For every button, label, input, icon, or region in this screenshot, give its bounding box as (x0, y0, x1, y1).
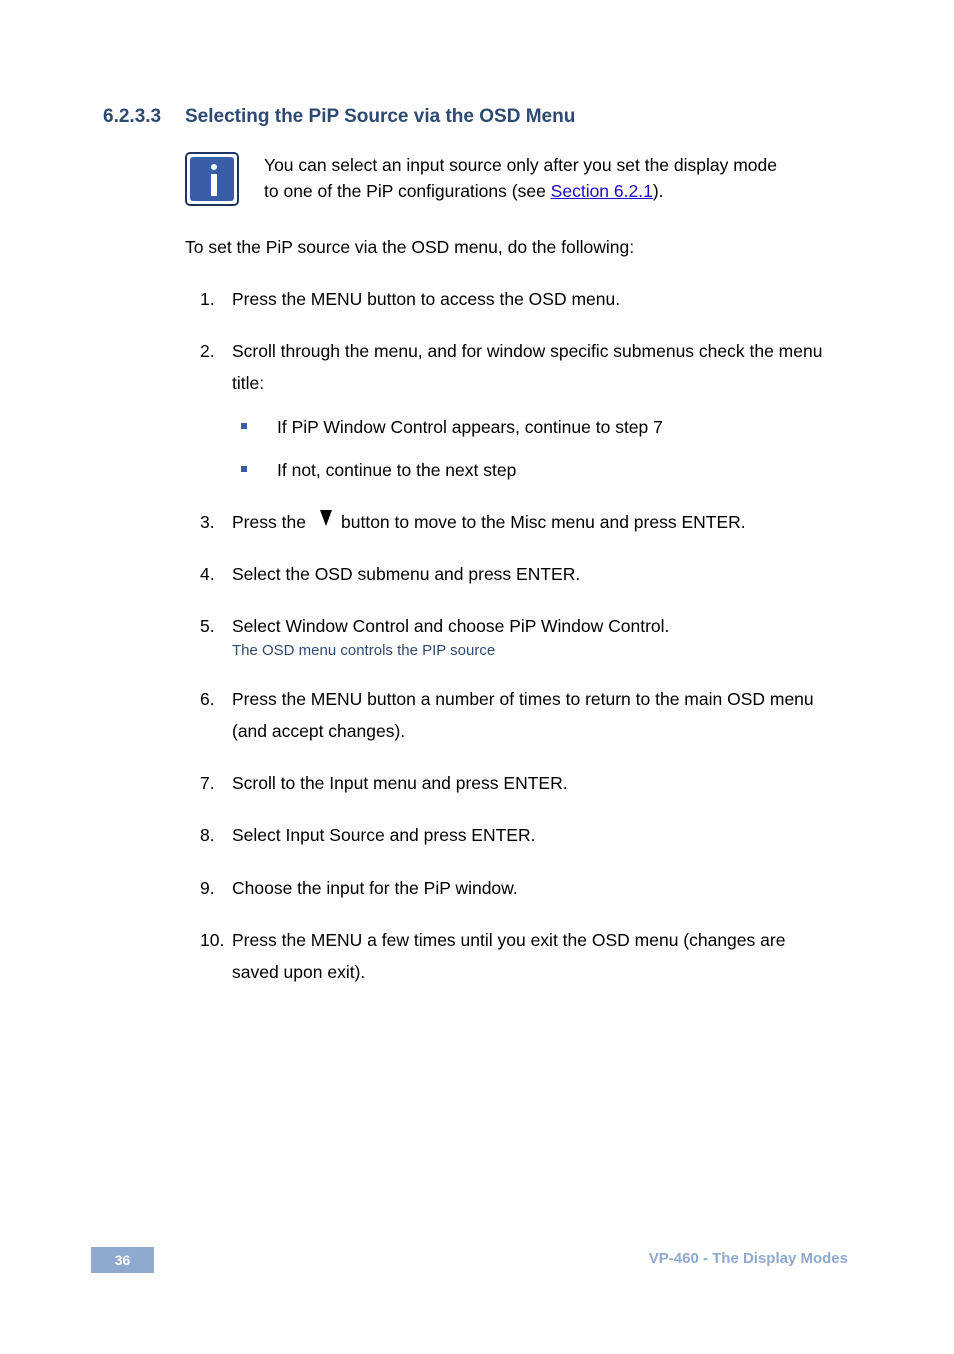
step-number: 6. (200, 689, 215, 709)
note-text: to one of the PiP configurations (see (264, 181, 551, 201)
step-text: Scroll to the Input menu and press ENTER. (232, 773, 568, 793)
page-number-box (91, 1247, 154, 1273)
step-text-before: Press the (232, 512, 306, 532)
step-number: 3. (200, 512, 215, 532)
note-line-1: You can select an input source only after you set the display mode (264, 155, 778, 175)
step-number: 7. (200, 773, 215, 793)
step-text: Select the OSD submenu and press ENTER. (232, 564, 581, 584)
info-icon (185, 152, 239, 206)
step-number: 4. (200, 564, 215, 584)
square-bullet-icon (241, 423, 247, 429)
note-line-2 (264, 178, 777, 204)
step-text-line-1: Scroll through the menu, and for window specific submenus check the menu (232, 341, 823, 361)
section-number: 6.2.3.3 (103, 106, 162, 127)
step-number: 2. (200, 341, 215, 361)
step-text-line-2: (and accept changes). (232, 721, 406, 741)
square-bullet-icon (241, 466, 247, 472)
step-text: Select Window Control and choose PiP Window Control. (232, 616, 670, 636)
figure-caption: The OSD menu controls the PIP source (232, 642, 496, 659)
step-number: 1. (200, 289, 215, 309)
step-text: Choose the input for the PiP window. (232, 878, 518, 898)
down-arrow-icon (320, 510, 332, 526)
step-text: Press the MENU button to access the OSD menu. (232, 289, 621, 309)
footer-title: VP-460 - The Display Modes (648, 1250, 848, 1267)
page-number: 36 (114, 1252, 131, 1268)
step-number: 8. (200, 825, 215, 845)
step-text-line-1: Press the MENU button a number of times to return to the main OSD menu (232, 689, 814, 709)
step-text: Select Input Source and press ENTER. (232, 825, 536, 845)
intro-text: To set the PiP source via the OSD menu, do the following: (185, 237, 635, 257)
step-number: 10. (200, 930, 225, 950)
section-heading (103, 106, 575, 128)
bullet-item: If PiP Window Control appears, continue to step 7 (277, 417, 663, 437)
note-text-end: ). (652, 181, 664, 201)
step-number: 9. (200, 878, 215, 898)
info-note (264, 152, 777, 204)
section-title: Selecting the PiP Source via the OSD Menu (185, 106, 576, 127)
step-text-after: button to move to the Misc menu and press ENTER. (341, 512, 746, 532)
bullet-item: If not, continue to the next step (277, 460, 517, 480)
step-text-line-2: saved upon exit). (232, 962, 366, 982)
step-text-line-1: Press the MENU a few times until you exit the OSD menu (changes are (232, 930, 786, 950)
step-text-line-2: title: (232, 373, 265, 393)
section-link[interactable]: Section 6.2.1 (550, 181, 653, 201)
step-number: 5. (200, 616, 215, 636)
